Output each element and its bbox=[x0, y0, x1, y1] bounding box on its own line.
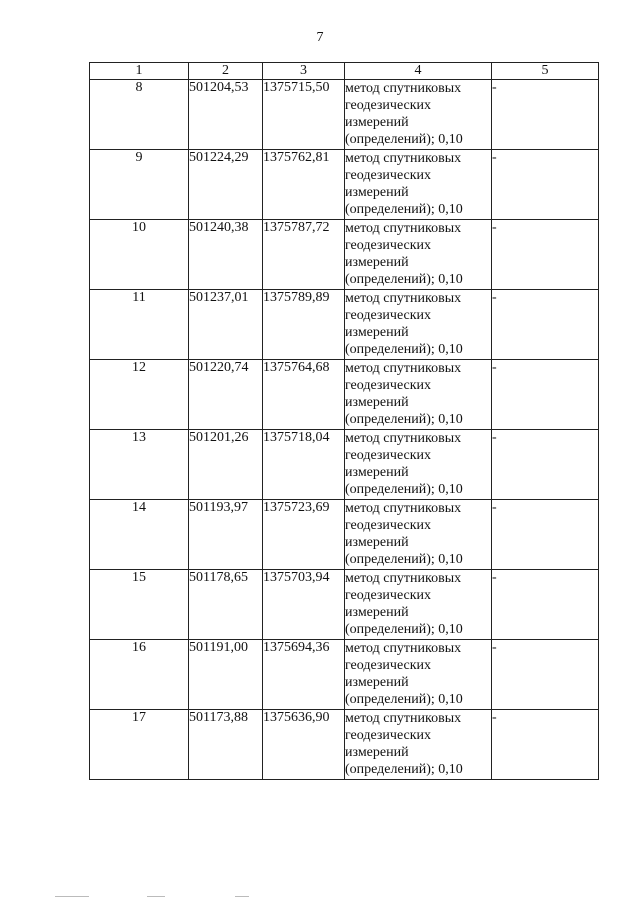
coordinate-x-cell: 501201,26 bbox=[189, 430, 263, 500]
coordinate-y-cell: 1375787,72 bbox=[263, 220, 345, 290]
coordinate-x-cell: 501178,65 bbox=[189, 570, 263, 640]
method-accuracy-cell: метод спутниковых геодезических измерений (определений); 0,10 bbox=[345, 220, 492, 290]
column-header: 1 bbox=[90, 63, 189, 80]
table-row bbox=[90, 150, 599, 220]
table-row bbox=[90, 360, 599, 430]
coordinate-y-cell: 1375636,90 bbox=[263, 710, 345, 780]
coordinate-y-cell: 1375715,50 bbox=[263, 80, 345, 150]
coordinate-x-cell: 501191,00 bbox=[189, 640, 263, 710]
point-number-cell: 8 bbox=[90, 80, 189, 150]
column-header: 3 bbox=[263, 63, 345, 80]
point-number-cell: 16 bbox=[90, 640, 189, 710]
coordinate-x-cell: 501237,01 bbox=[189, 290, 263, 360]
scan-mark bbox=[55, 896, 89, 897]
note-cell: - bbox=[492, 80, 599, 150]
note-cell: - bbox=[492, 570, 599, 640]
coordinate-y-cell: 1375762,81 bbox=[263, 150, 345, 220]
note-cell: - bbox=[492, 360, 599, 430]
method-accuracy-cell: метод спутниковых геодезических измерений (определений); 0,10 bbox=[345, 430, 492, 500]
page-number: 7 bbox=[316, 30, 324, 45]
note-cell: - bbox=[492, 640, 599, 710]
coordinate-x-cell: 501204,53 bbox=[189, 80, 263, 150]
note-cell: - bbox=[492, 150, 599, 220]
coordinate-x-cell: 501220,74 bbox=[189, 360, 263, 430]
table-row bbox=[90, 570, 599, 640]
footer-scan-marks bbox=[55, 896, 355, 900]
table-body bbox=[90, 80, 599, 780]
method-accuracy-cell: метод спутниковых геодезических измерений (определений); 0,10 bbox=[345, 500, 492, 570]
method-accuracy-cell: метод спутниковых геодезических измерений (определений); 0,10 bbox=[345, 150, 492, 220]
table-row bbox=[90, 640, 599, 710]
point-number-cell: 15 bbox=[90, 570, 189, 640]
coordinate-x-cell: 501173,88 bbox=[189, 710, 263, 780]
note-cell: - bbox=[492, 710, 599, 780]
method-accuracy-cell: метод спутниковых геодезических измерений (определений); 0,10 bbox=[345, 570, 492, 640]
point-number-cell: 9 bbox=[90, 150, 189, 220]
coordinate-x-cell: 501193,97 bbox=[189, 500, 263, 570]
table-row bbox=[90, 220, 599, 290]
note-cell: - bbox=[492, 290, 599, 360]
table-row bbox=[90, 710, 599, 780]
coordinate-y-cell: 1375694,36 bbox=[263, 640, 345, 710]
table-header-row bbox=[90, 63, 599, 80]
point-number-cell: 11 bbox=[90, 290, 189, 360]
point-number-cell: 14 bbox=[90, 500, 189, 570]
note-cell: - bbox=[492, 430, 599, 500]
column-header: 2 bbox=[189, 63, 263, 80]
coordinates-table bbox=[89, 62, 599, 780]
table-row bbox=[90, 430, 599, 500]
coordinate-y-cell: 1375764,68 bbox=[263, 360, 345, 430]
scan-mark bbox=[147, 896, 165, 897]
coordinate-x-cell: 501240,38 bbox=[189, 220, 263, 290]
coordinate-y-cell: 1375789,89 bbox=[263, 290, 345, 360]
method-accuracy-cell: метод спутниковых геодезических измерений (определений); 0,10 bbox=[345, 640, 492, 710]
coordinate-y-cell: 1375718,04 bbox=[263, 430, 345, 500]
coordinate-y-cell: 1375723,69 bbox=[263, 500, 345, 570]
point-number-cell: 10 bbox=[90, 220, 189, 290]
table-row bbox=[90, 290, 599, 360]
scan-mark bbox=[235, 896, 249, 897]
method-accuracy-cell: метод спутниковых геодезических измерений (определений); 0,10 bbox=[345, 80, 492, 150]
note-cell: - bbox=[492, 500, 599, 570]
table-row bbox=[90, 80, 599, 150]
table-row bbox=[90, 500, 599, 570]
column-header: 5 bbox=[492, 63, 599, 80]
point-number-cell: 12 bbox=[90, 360, 189, 430]
method-accuracy-cell: метод спутниковых геодезических измерений (определений); 0,10 bbox=[345, 710, 492, 780]
method-accuracy-cell: метод спутниковых геодезических измерений (определений); 0,10 bbox=[345, 290, 492, 360]
coordinate-x-cell: 501224,29 bbox=[189, 150, 263, 220]
method-accuracy-cell: метод спутниковых геодезических измерений (определений); 0,10 bbox=[345, 360, 492, 430]
column-header: 4 bbox=[345, 63, 492, 80]
point-number-cell: 13 bbox=[90, 430, 189, 500]
note-cell: - bbox=[492, 220, 599, 290]
point-number-cell: 17 bbox=[90, 710, 189, 780]
coordinate-y-cell: 1375703,94 bbox=[263, 570, 345, 640]
